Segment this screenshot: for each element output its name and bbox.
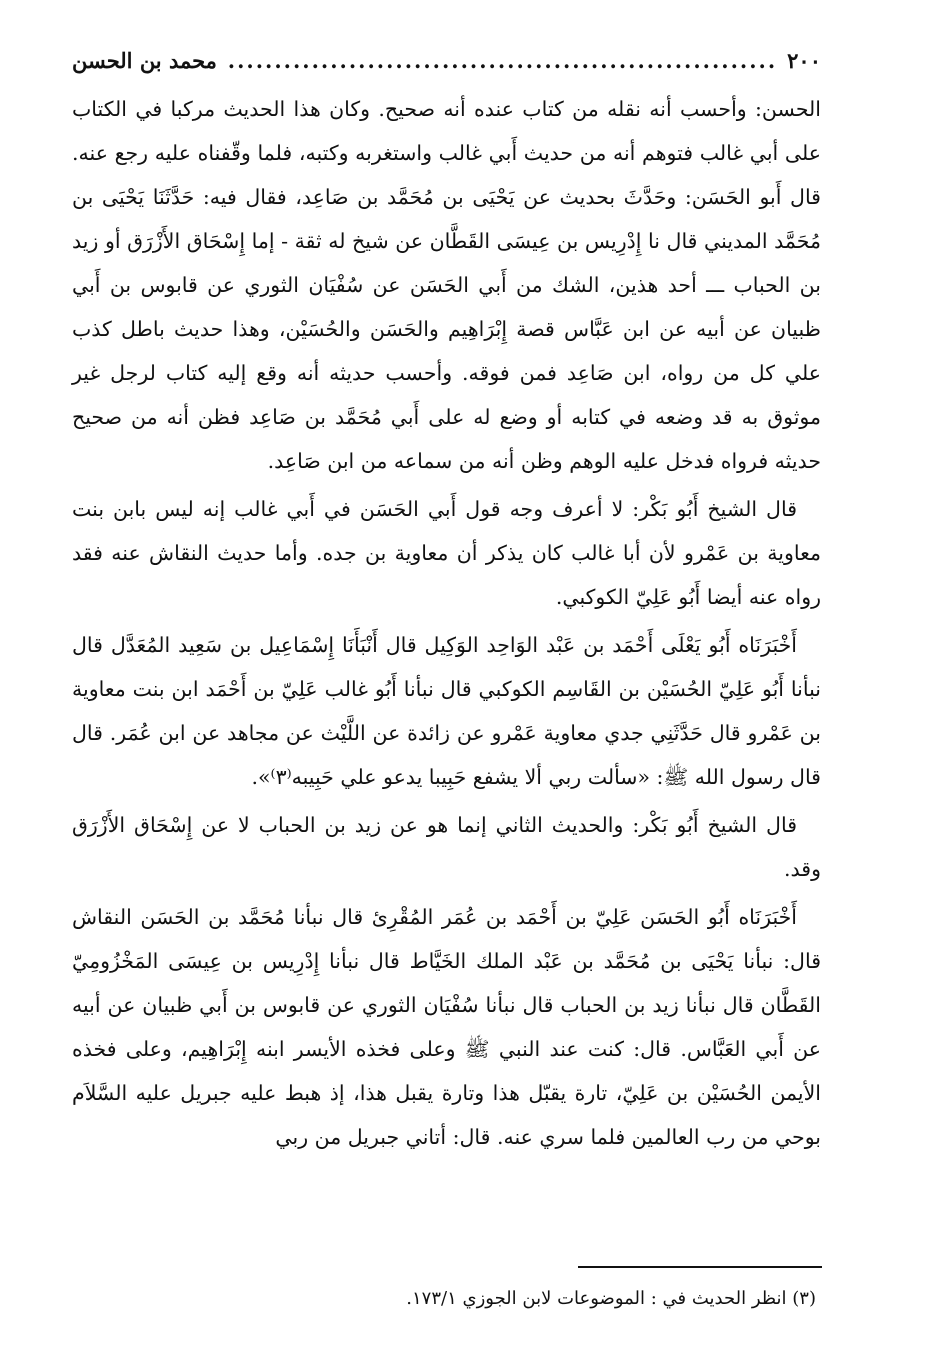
page-number: ٢٠٠ [787, 47, 821, 73]
running-title: محمد بن الحسن [72, 47, 217, 73]
paragraph-hadith-chain-1: أَخْبَرَنَاه أَبُو يَعْلَى أَحْمَد بن عَبْد الوَاحِد الوَكِيل قال أَنْبَأَنَا إِسْمَاعِيل بن سَعِيد المُعَدَّل قال نبأنا أَبُو عَلِيّ الحُسَيْن بن القَاسِم الكوكبي قال نبأنا أَبُو غالب عَلِيّ بن أَحْمَد ابن بنت معاوية بن عَمْرو قال حَدَّثَنِي جدي معاوية عَمْرو عن زائدة عن اللَّيْث عن مجاهد عن ابن عُمَر. قال قال رسول الله ﷺ: «سألت ربي ألا يشفع حَبِيبا يدعو علي حَبِيبه⁽٣⁾». [72, 633, 821, 789]
footnote: (٣) انظر الحديث في : الموضوعات لابن الجوزي ١٧٣/١. [406, 1288, 816, 1309]
header-leader-dots [227, 48, 777, 73]
paragraph-sheikh-note: قال الشيخ أَبُو بَكْر: والحديث الثاني إنما هو عن زيد بن الحباب لا عن إِسْحَاق الأَزْرَق وقد. [72, 813, 821, 881]
main-text [72, 87, 821, 1163]
paragraph-continuation: الحسن: وأحسب أنه نقله من كتاب عنده أنه صحيح. وكان هذا الحديث مركبا في الكتاب على أبي غالب فتوهم أنه من حديث أَبي غالب واستغربه وكتبه، فلما وقّفناه عليه رجع عنه. قال أَبو الحَسَن: وحَدَّثَ بحديث عن يَحْيَى بن مُحَمَّد بن صَاعِد، فقال فيه: حَدَّثَنَا يَحْيَى بن مُحَمَّد المديني قال نا إِدْرِيس بن عِيسَى القَطَّان عن شيخ له ثقة - إما إِسْحَاق الأَزْرَق أو زيد بن الحباب ـــ أحد هذين، الشك من أَبي الحَسَن عن سُفْيَان الثوري عن قابوس بن أَبي ظبيان عن أبيه عن ابن عَبَّاس قصة إِبْرَاهِيم والحَسَن والحُسَيْن، وهذا حديث باطل كذب علي كل من رواه، ابن صَاعِد فمن فوقه. وأحسب حديثه أنه وقع إليه كتاب لرجل غير موثوق به قد وضعه في كتابه أو وضع له على أَبي مُحَمَّد بن صَاعِد فظن أنه من صحيح حديثه فرواه فدخل عليه الوهم وظن أنه من سماعه من ابن صَاعِد. [72, 97, 821, 473]
paragraph-hadith-chain-2: أَخْبَرَنَاه أَبُو الحَسَن عَلِيّ بن أَحْمَد بن عُمَر المُقْرِئ قال نبأنا مُحَمَّد بن الحَسَن النقاش قال: نبأنا يَحْيَى بن مُحَمَّد بن عَبْد الملك الخَيَّاط قال نبأنا إِدْرِيس بن عِيسَى المَخْزُومِيّ القَطَّان قال نبأنا زيد بن الحباب قال نبأنا سُفْيَان الثوري عن قابوس بن أَبي ظبيان عن أبيه عن أَبي العَبَّاس. قال: كنت عند النبي ﷺ وعلى فخذه الأيسر ابنه إِبْرَاهِيم، وعلى فخذه الأيمن الحُسَيْن بن عَلِيّ، تارة يقبّل هذا وتارة يقبل هذا، إذ هبط عليه جبريل عليه السَّلاَم بوحي من رب العالمين فلما سري عنه. قال: أتاني جبريل من ربي [72, 905, 821, 1149]
paragraph-sheikh-comment: قال الشيخ أَبُو بَكْر: لا أعرف وجه قول أَبي الحَسَن في أَبي غالب إنه ليس بابن بنت معاوية بن عَمْرو لأن أبا غالب كان يذكر أن معاوية بن جده. وأما حديث النقاش عنه فقد رواه عنه أيضا أَبُو عَلِيّ الكوكبي. [72, 497, 821, 609]
running-header [72, 40, 821, 80]
footnote-separator [578, 1266, 822, 1268]
